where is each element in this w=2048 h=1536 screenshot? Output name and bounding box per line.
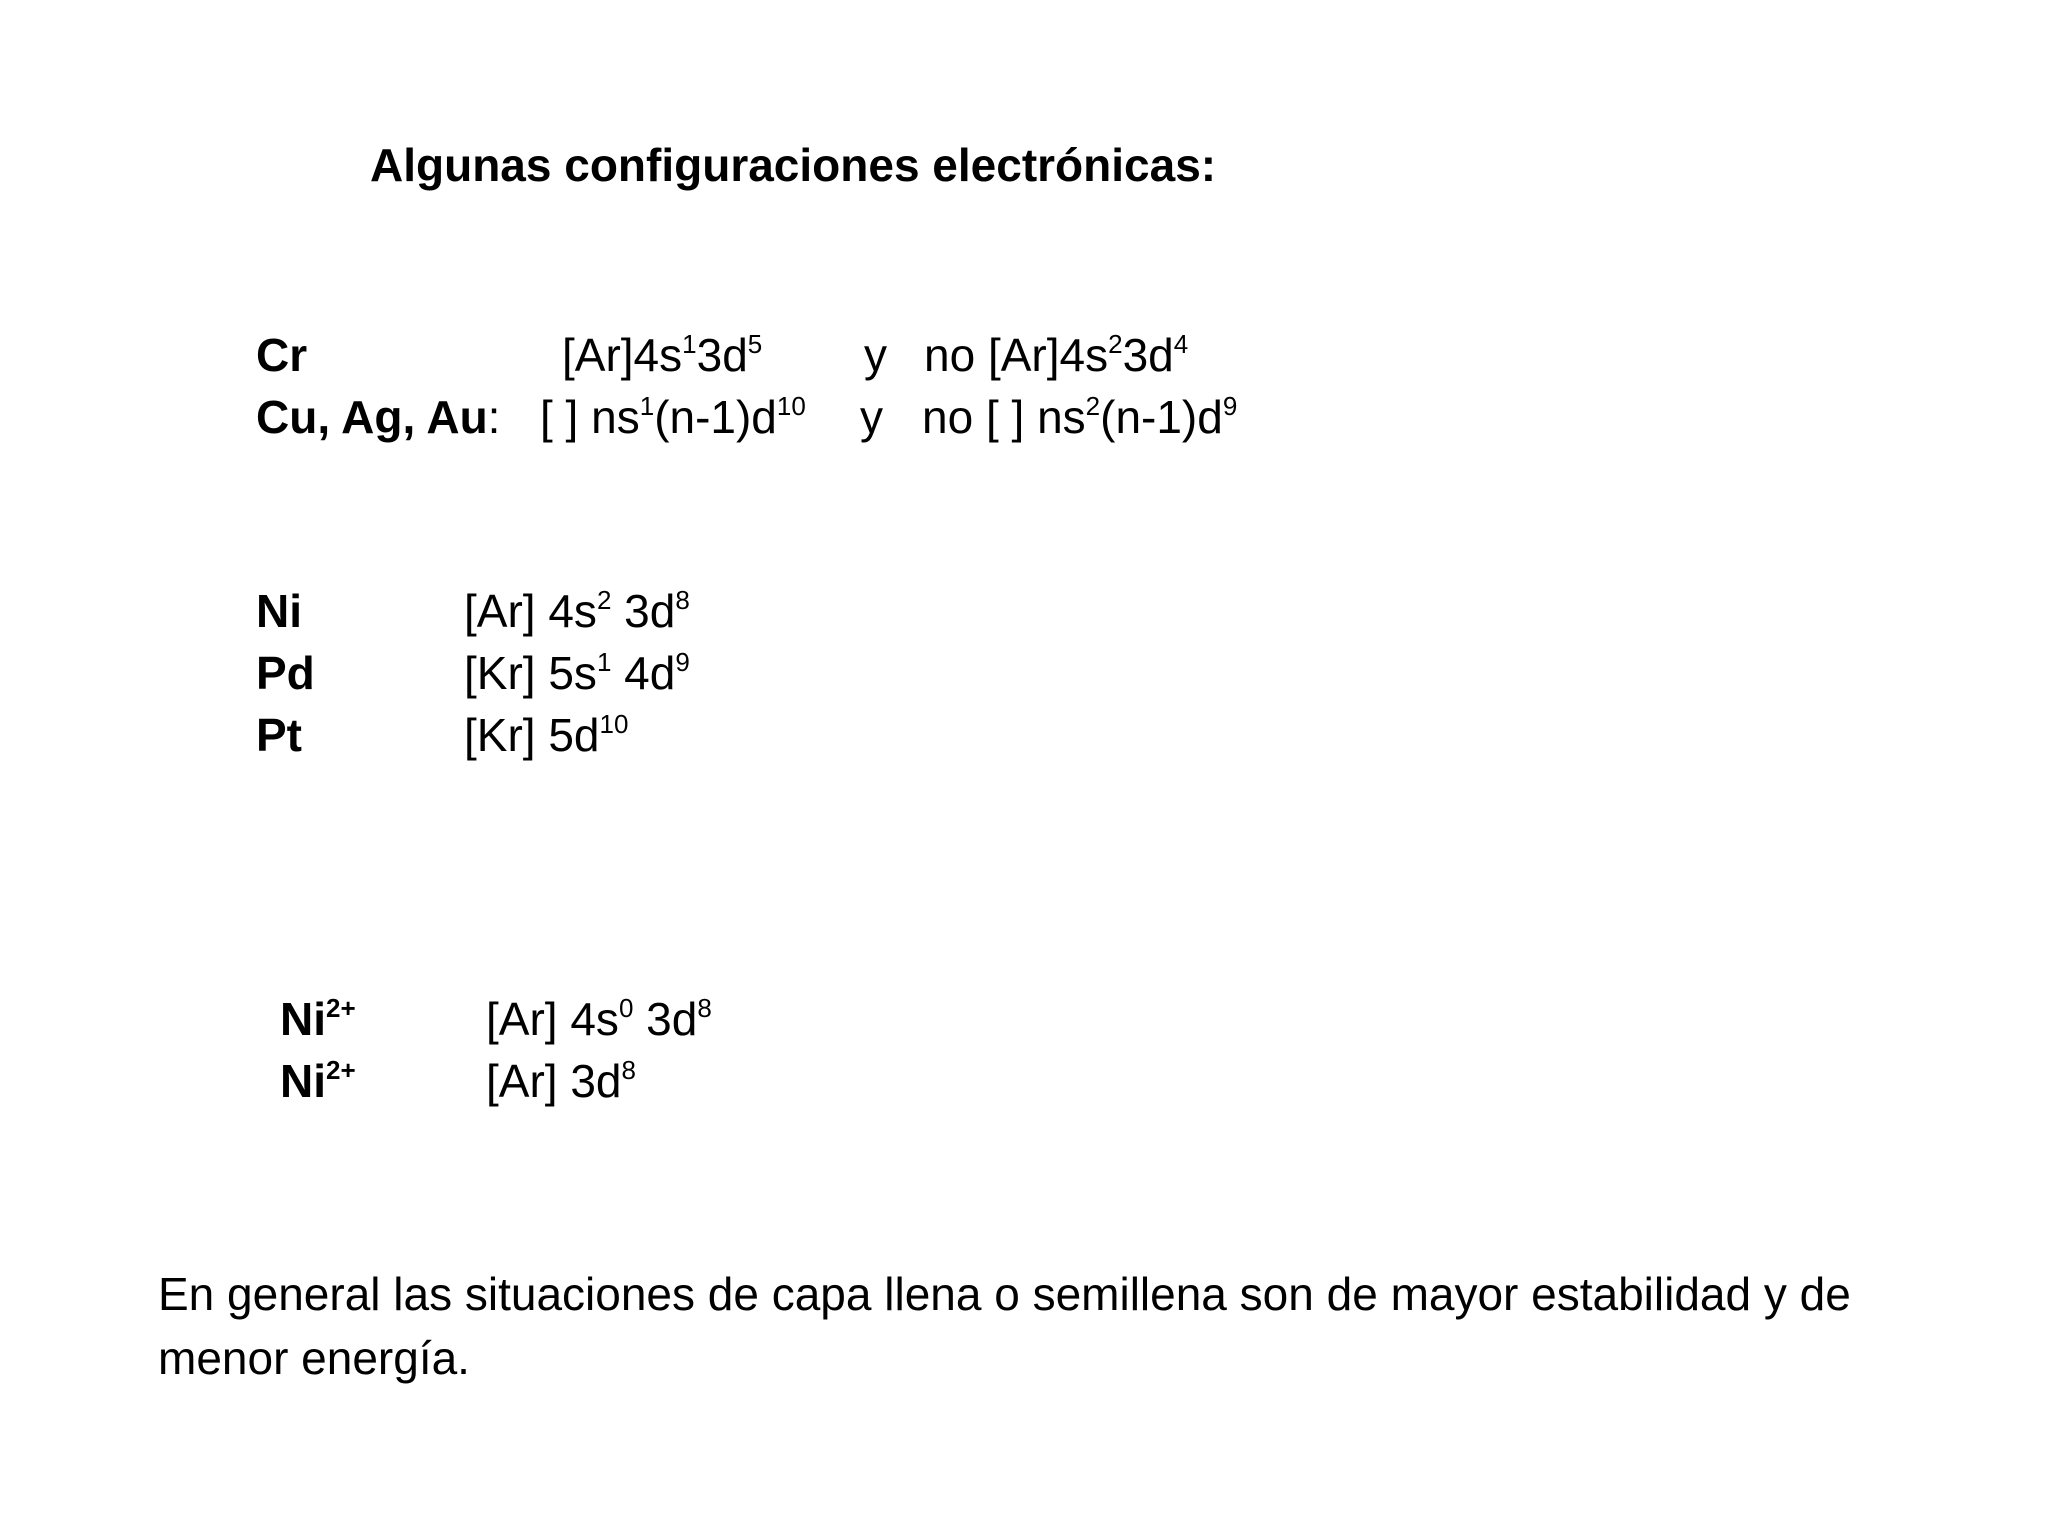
element-label-ni: Ni (256, 585, 302, 637)
alt-config-cu: no [ ] $ns^2(n-1)d^9$ (922, 391, 1238, 443)
config-cr: $[Ar]4s^13d^5$ (562, 329, 763, 381)
connector-cu: y (860, 391, 883, 443)
connector-cr: y (864, 329, 887, 381)
config-ni: [Ar] $4s^2$ $3d^8$ (464, 585, 690, 637)
config-ni2-plus-a: [Ar] $4s^0$ $3d^8$ (486, 993, 712, 1045)
config-cu: [ ] $ns^1(n-1)d^{10}$ (540, 391, 806, 443)
element-label-cr: Cr (256, 329, 308, 381)
config-pd: [Kr] $5s^1$ $4d^9$ (464, 647, 690, 699)
element-label-pd: Pd (256, 647, 315, 699)
conclusion-text: En general las situaciones de capa llena o semillena son de mayor estabilidad y de menor energía. (158, 1268, 1851, 1384)
element-label-pt: Pt (256, 709, 302, 761)
element-label-cu-ag-au: Cu, Ag, Au: (256, 391, 501, 443)
ion-label-ni2-plus-a: $Ni^{2+}$ (280, 993, 356, 1045)
alt-config-cr: no $[Ar]4s^23d^4$ (924, 329, 1189, 381)
config-ni2-plus-b: [Ar] $3d^8$ (486, 1055, 636, 1107)
ion-label-ni2-plus-b: $Ni^{2+}$ (280, 1055, 356, 1107)
slide-title: Algunas configuraciones electrónicas: (370, 139, 1217, 191)
config-pt: [Kr] $5d^{10}$ (464, 709, 629, 761)
